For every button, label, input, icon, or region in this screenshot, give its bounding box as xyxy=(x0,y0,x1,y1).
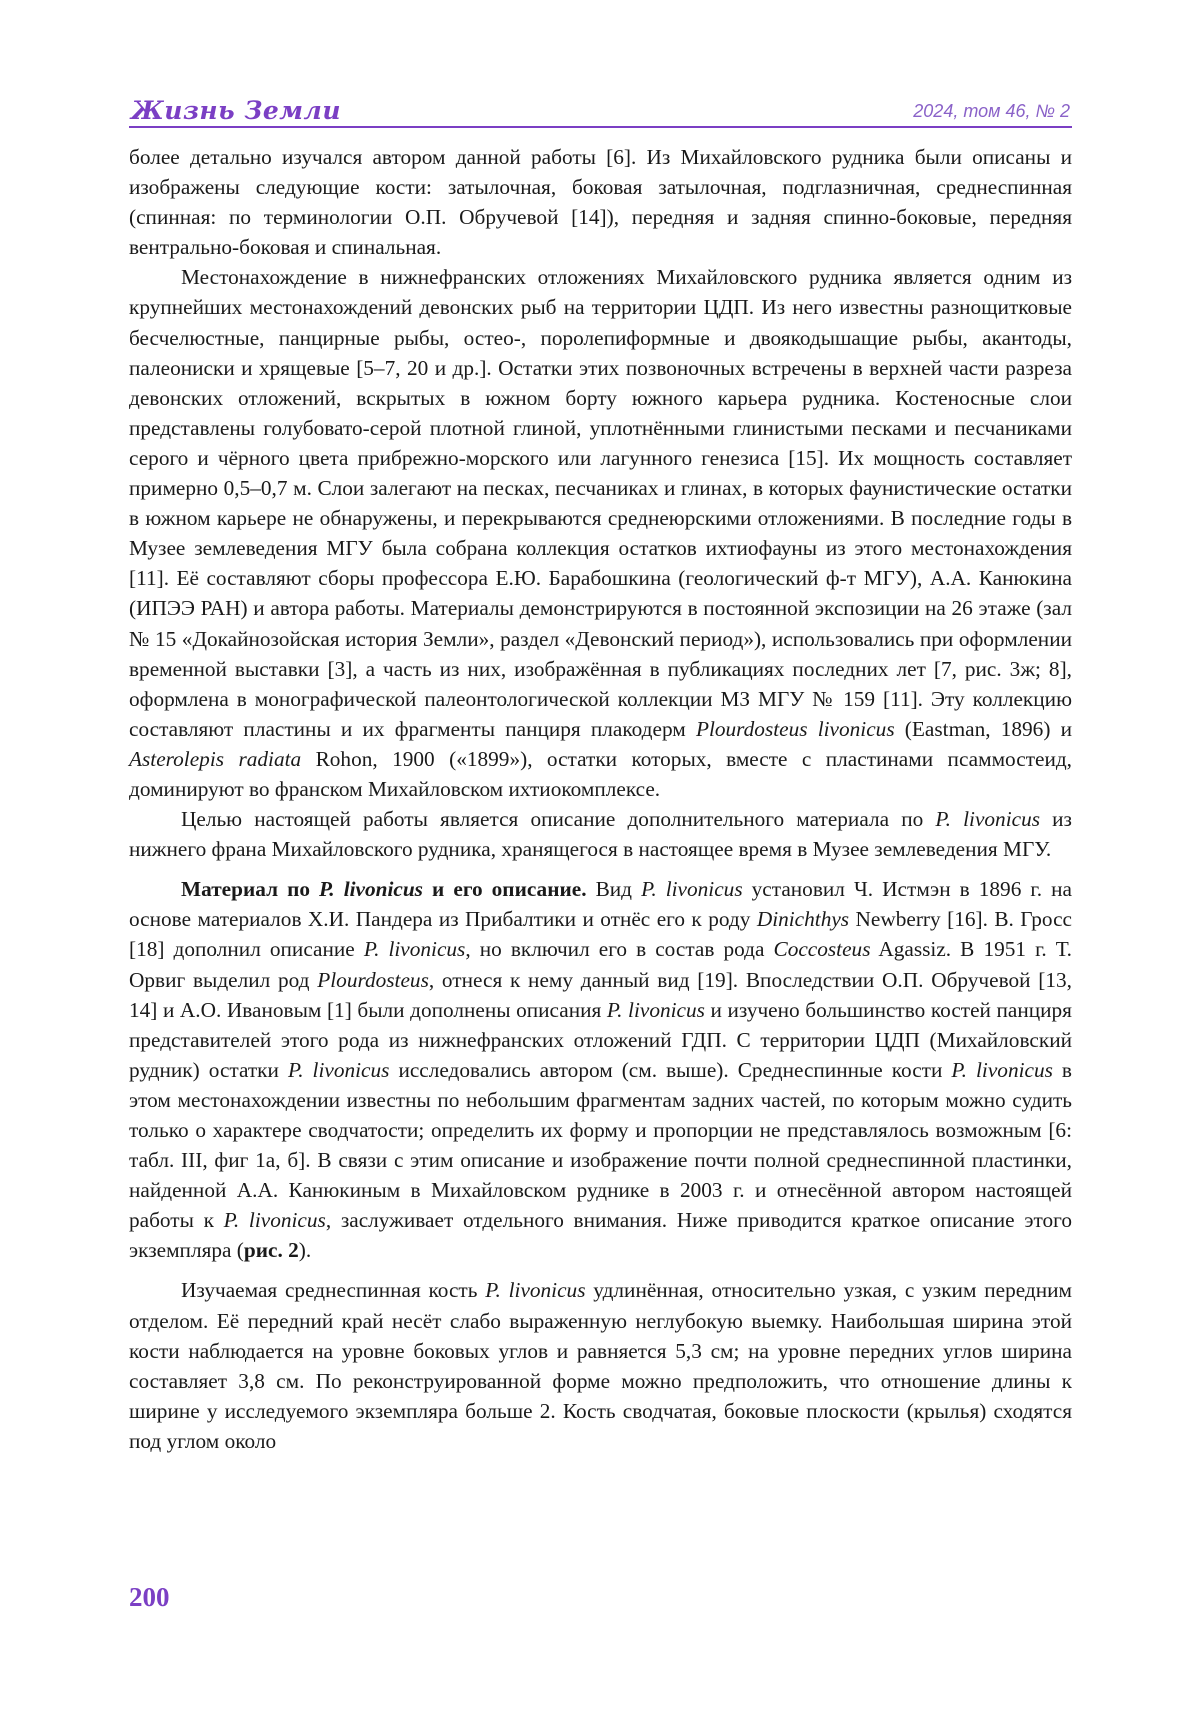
text-run: Изучаемая среднеспинная кость xyxy=(181,1278,486,1303)
text-run: , отнеся к нему данный вид [19]. Впоследствии О.П. Обручевой [13, 14] и А.О. Ивановым [1] были дополнены описания xyxy=(129,967,1072,1022)
page-number: 200 xyxy=(129,1582,170,1612)
text-run: более детально изучался автором данной работы [6]. Из Михайловского рудника были описаны и изображены следующие кости: затылочная, боковая затылочная, подглазничная, среднеспинная (спинная: по терминологии О.П. Обручевой [14]), передняя и задняя спинно-боковые, передняя вентрально-боковая и спинальная. xyxy=(129,145,1072,260)
text-run: и изучено большинство костей панциря представителей этого рода из нижнефранских отложений ГДП. С территории ЦДП (Михайловский рудник) остатки xyxy=(129,997,1072,1082)
taxon-name: P. livonicus xyxy=(641,877,743,902)
text-run: в этом местонахождении известны по небольшим фрагментам задних частей, по которым можно судить только о характере сводчатости; определить их форму и пропорции не представлялось возможным [6: табл. III, фиг 1а, б]. В связи с этим описание и изображение почти полной среднеспинной пластинки, найденной А.А. Канюкиным в Михайловском руднике в 2003 г. и отнесённой автором настоящей работы к xyxy=(129,1057,1072,1233)
taxon-name: Coccosteus xyxy=(773,937,871,962)
text-run: из нижнего франа Михайловского рудника, хранящегося в настоящее время в Музее землеведения МГУ. xyxy=(129,807,1072,862)
taxon-name: Plourdosteus xyxy=(317,967,429,992)
text-run: ). xyxy=(298,1238,312,1263)
issue-info: 2024, том 46, № 2 xyxy=(913,101,1070,121)
text-run: Agassiz. В 1951 г. Т. Орвиг выделил род xyxy=(129,937,1073,992)
taxon-name: P. livonicus xyxy=(319,877,423,902)
journal-title: Жизнь Земли xyxy=(131,96,342,125)
text-run: Местонахождение в нижнефранских отложениях Михайловского рудника является одним из крупнейших местонахождений девонских рыб на территории ЦДП. Из него известны разнощитковые бесчелюстные, панцирные рыбы, остео-, поролепиформные и двоякодышащие рыбы, акантоды, палеониски и хрящевые [5–7, 20 и др.]. Остатки этих позвоночных встречены в верхней части разреза девонских отложений, вскрытых в южном борту южного карьера рудника. Костеносные слои представлены голубовато-серой плотной глиной, уплотнёнными глинистыми песками и песчаниками серого и чёрного цвета прибрежно-морского или лагунного генезиса [15]. Их мощность составляет примерно 0,5–0,7 м. Слои залегают на песках, песчаниках и глинах, в которых фаунистические остатки в южном карьере не обнаружены, и перекрываются среднеюрскими отложениями. В последние годы в Музее землеведения МГУ была собрана коллекция остатков ихтиофауны из этого местонахождения [11]. Её составляют сборы профессора Е.Ю. Барабошкина (геологический ф-т МГУ), А.А. Канюкина (ИПЭЭ РАН) и автора работы. Материалы демонстрируются в постоянной экспозиции на 26 этаже (зал № 15 «Докайнозойская история Земли», раздел «Девонский период»), использовались при оформлении временной выставки [3], а часть из них, изображённая в публикациях последних лет [7, рис. 3ж; 8], оформлена в монографической палеонтологической коллекции МЗ МГУ № 159 [11]. Эту коллекцию составляют пластины и их фрагменты панциря плакодерм xyxy=(129,265,1072,741)
paragraph xyxy=(129,804,1072,864)
text-run: , заслуживает отдельного внимания. Ниже приводится краткое описание этого экземпляра ( xyxy=(129,1208,1072,1263)
taxon-name: P. livonicus xyxy=(935,807,1041,832)
taxon-name: Plourdosteus livonicus xyxy=(695,716,895,741)
taxon-name: P. livonicus xyxy=(223,1208,326,1233)
bold-text: рис. 2 xyxy=(243,1238,299,1263)
taxon-name: Asterolepis radiata xyxy=(129,746,302,771)
taxon-name: Dinichthys xyxy=(756,907,850,932)
bold-text: и его описание. xyxy=(422,877,587,902)
text-run: Целью настоящей работы является описание дополнительного материала по xyxy=(181,807,936,832)
text-run: , но включил его в состав рода xyxy=(465,937,774,962)
running-header xyxy=(129,96,1072,128)
text-run: (Eastman, 1896) и xyxy=(894,716,1072,741)
paragraph xyxy=(129,1275,1072,1456)
paragraph xyxy=(129,142,1072,262)
text-run: Newberry [16]. В. Гросс [18] дополнил описание xyxy=(129,907,1072,962)
taxon-name: P. livonicus xyxy=(951,1057,1053,1082)
paragraph xyxy=(129,262,1072,804)
paragraph xyxy=(129,874,1072,1265)
text-run: удлинённая, относительно узкая, с узким передним отделом. Её передний край несёт слабо выраженную неглубокую выемку. Наибольшая ширина этой кости наблюдается на уровне боковых углов и равняется 5,3 см; на уровне передних углов ширина составляет 3,8 см. По реконструированной форме можно предположить, что отношение длины к ширине у исследуемого экземпляра больше 2. Кость сводчатая, боковые плоскости (крылья) сходятся под углом около xyxy=(129,1278,1072,1453)
article-body xyxy=(129,142,1072,1456)
text-run: исследовались автором (см. выше). Среднеспинные кости xyxy=(389,1057,952,1082)
text-run: Rohon, 1900 («1899»), остатки которых, вместе с пластинами псаммостеид, доминируют во франском Михайловском ихтиокомплексе. xyxy=(129,746,1073,801)
text-run: Вид xyxy=(586,877,642,902)
taxon-name: P. livonicus xyxy=(287,1057,390,1082)
text-run: установил Ч. Истмэн в 1896 г. на основе материалов Х.И. Пандера из Прибалтики и отнёс его к роду xyxy=(129,877,1072,932)
taxon-name: P. livonicus xyxy=(485,1278,586,1303)
bold-text: Материал по xyxy=(181,877,320,902)
taxon-name: P. livonicus xyxy=(606,997,705,1022)
taxon-name: P. livonicus xyxy=(363,937,466,962)
